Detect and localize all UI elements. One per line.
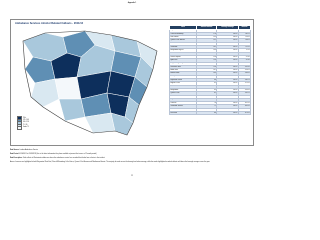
table-body xyxy=(170,29,251,115)
legend-swatch xyxy=(17,126,22,130)
table-cell: -18.6% xyxy=(238,72,250,75)
table-cell: 119 xyxy=(196,59,216,62)
table-cell: 126.47 xyxy=(217,52,239,55)
table-cell: Tachbrook xyxy=(170,46,197,49)
table-cell: Lancaster Gate xyxy=(170,108,197,111)
table-cell: Little Venice xyxy=(170,36,197,39)
ward-region xyxy=(59,99,85,121)
data-period-text: 01/04/2011 to 31/03/2012 (this is the latest information they have available at present that covers a 12 month period) xyxy=(19,154,97,155)
ward-table xyxy=(169,25,251,115)
table-cell: Churchill xyxy=(170,102,197,105)
table-cell: Bryanston Dorset xyxy=(170,79,197,82)
table-cell: -43.9% xyxy=(238,105,250,108)
table-row xyxy=(170,112,251,115)
table-cell: 126.47 xyxy=(217,32,239,35)
panel-title: Ambulance Services Alcohol Related Callouts - 2011/12 xyxy=(15,22,84,25)
table-cell: 114 xyxy=(196,62,216,65)
table-cell: Harrow Road xyxy=(170,72,197,75)
table-cell: -27.3% xyxy=(238,82,250,85)
table-cell: Bayswater xyxy=(170,98,197,101)
table-cell: Lancaster Gate xyxy=(170,65,197,68)
table-cell: -2.0% xyxy=(238,55,250,58)
data-source-label: Data Source: xyxy=(10,150,20,151)
table-cell: Maida Vale xyxy=(170,69,197,72)
table-cell: 19.4% xyxy=(238,39,250,42)
table-cell: Marylebone xyxy=(170,88,197,91)
table-cell: 17.0% xyxy=(238,42,250,45)
legend-label: 125 - 149 xyxy=(23,120,29,122)
table-cell: 126.47 xyxy=(217,42,239,45)
table-cell: Queen's Park xyxy=(170,92,197,95)
column-header: Variance xyxy=(238,26,250,30)
table-cell: 126.47 xyxy=(217,105,239,108)
summary-note: Areas of concern are highlighted in bold: Bayswater West End, Churchill Broadway, Little Venice, Queen's Park Harrow and Westbourne Bonnie. The majority of wards across the borough are below average, while the wards highlighted recorded callouts well above the borough average across the year. xyxy=(10,162,210,163)
table-cell: 99 xyxy=(196,75,216,78)
table-cell: 126.47 xyxy=(217,102,239,105)
table-cell: -21.7% xyxy=(238,75,250,78)
data-source-text: London Ambulance Service xyxy=(19,150,38,151)
legend-label: 100 - 124 xyxy=(23,122,29,124)
table-cell: Regent's Park xyxy=(170,82,197,85)
data-description-label: Data Description: xyxy=(10,158,23,159)
table-cell: 103 xyxy=(196,72,216,75)
table-cell: 126.47 xyxy=(217,65,239,68)
table-cell: -13.0% xyxy=(238,65,250,68)
ward-region xyxy=(25,57,55,83)
table-cell: Hyde Park xyxy=(170,59,197,62)
table-cell: Tachbrook Vincent xyxy=(170,105,197,108)
table-cell: Bayswater West End xyxy=(170,29,197,32)
table-cell: 126.47 xyxy=(217,75,239,78)
table-cell: 126.47 xyxy=(217,72,239,75)
table-cell: 74 xyxy=(196,102,216,105)
table-cell: 96 xyxy=(196,79,216,82)
column-header: Ward xyxy=(170,26,197,30)
legend-label: 75 - 99 xyxy=(23,124,28,126)
legend-label: Under 75 xyxy=(23,127,29,129)
table-cell: 126.47 xyxy=(217,112,239,115)
column-header: Alcohol callouts xyxy=(196,26,216,30)
table-cell: 45.5% xyxy=(238,29,250,32)
table-cell: -35.2% xyxy=(238,92,250,95)
data-description-text: Total callouts to Westminster addresses where the ambulance service has recorded that alcohol was a factor in the incident. xyxy=(22,158,105,159)
table-cell: 85 xyxy=(196,88,216,91)
data-period-label: Data Period: xyxy=(10,154,19,155)
table-cell: 126.47 xyxy=(217,36,239,39)
table-cell: 126.47 xyxy=(217,69,239,72)
table-cell: West End xyxy=(170,112,197,115)
table-cell: 126.47 xyxy=(217,29,239,32)
table-cell: -47.8% xyxy=(238,112,250,115)
table-cell: 129 xyxy=(196,52,216,55)
table-cell: 126.47 xyxy=(217,92,239,95)
table-cell: 126.47 xyxy=(217,46,239,49)
table-cell: Churchill Broadway xyxy=(170,32,197,35)
table-cell: 126.47 xyxy=(217,49,239,52)
legend-item xyxy=(17,124,47,129)
table-cell: -39.9% xyxy=(238,98,250,101)
table-cell: 107 xyxy=(196,69,216,72)
table-cell: 88 xyxy=(196,85,216,88)
table-cell: -32.8% xyxy=(238,88,250,91)
table-cell: 66 xyxy=(196,112,216,115)
table-cell: Queen's Park Harrow xyxy=(170,39,197,42)
table-cell: -15.4% xyxy=(238,69,250,72)
table-cell: Marylebone High St xyxy=(170,49,197,52)
appendix-label: Appendix 1 xyxy=(127,3,137,4)
table-cell: 141 xyxy=(196,46,216,49)
table-cell: 126.47 xyxy=(217,88,239,91)
ward-region xyxy=(31,79,59,107)
table-cell: 76 xyxy=(196,98,216,101)
table-cell: Knightsbridge Belgravia xyxy=(170,62,197,65)
table-cell: 184 xyxy=(196,29,216,32)
table-cell: Westbourne xyxy=(170,95,197,98)
legend-label: 150+ xyxy=(23,117,27,119)
table-cell: 92 xyxy=(196,82,216,85)
column-header: Borough average xyxy=(217,26,239,30)
figure-panel xyxy=(10,19,254,146)
table-cell: 176 xyxy=(196,32,216,35)
table-cell: Abbey Road xyxy=(170,75,197,78)
map-legend xyxy=(17,117,47,129)
table-cell: 126.47 xyxy=(217,95,239,98)
ward-region xyxy=(55,77,81,99)
table-cell: 126.47 xyxy=(217,62,239,65)
table-cell: 5.2% xyxy=(238,49,250,52)
table-cell: -37.5% xyxy=(238,95,250,98)
table-cell: 151 xyxy=(196,39,216,42)
table-cell: 124 xyxy=(196,55,216,58)
table-cell: -24.1% xyxy=(238,79,250,82)
table-cell: 11.5% xyxy=(238,46,250,49)
table-cell: 126.47 xyxy=(217,59,239,62)
table-cell: 110 xyxy=(196,65,216,68)
table-cell: -9.9% xyxy=(238,62,250,65)
table-cell: Westbourne Bonnie xyxy=(170,42,197,45)
data-description-note xyxy=(10,158,254,160)
table-cell: -41.5% xyxy=(238,102,250,105)
table-cell: 82 xyxy=(196,92,216,95)
table-cell: -5.9% xyxy=(238,59,250,62)
notes-section xyxy=(10,150,254,166)
table-cell: 2.0% xyxy=(238,52,250,55)
table-cell: 148 xyxy=(196,42,216,45)
table-cell: 39.2% xyxy=(238,32,250,35)
table-cell: 22.6% xyxy=(238,36,250,39)
data-period-note xyxy=(10,154,254,156)
table-cell: Vincent Square xyxy=(170,55,197,58)
table-cell: 126.47 xyxy=(217,108,239,111)
table-cell: 71 xyxy=(196,105,216,108)
table-cell: 79 xyxy=(196,95,216,98)
page-number: 22 xyxy=(131,176,133,177)
table-cell: 126.47 xyxy=(217,79,239,82)
table-cell: 126.47 xyxy=(217,85,239,88)
table-cell: -46.2% xyxy=(238,108,250,111)
table-cell: 126.47 xyxy=(217,55,239,58)
table-cell: 126.47 xyxy=(217,98,239,101)
table-cell: -30.4% xyxy=(238,85,250,88)
table-cell: St James's xyxy=(170,85,197,88)
table-cell: 155 xyxy=(196,36,216,39)
table-cell: 133 xyxy=(196,49,216,52)
data-source-note xyxy=(10,150,254,152)
table-cell: 126.47 xyxy=(217,82,239,85)
table-cell: 68 xyxy=(196,108,216,111)
table-cell: 126.47 xyxy=(217,39,239,42)
table-cell: Warwick xyxy=(170,52,197,55)
